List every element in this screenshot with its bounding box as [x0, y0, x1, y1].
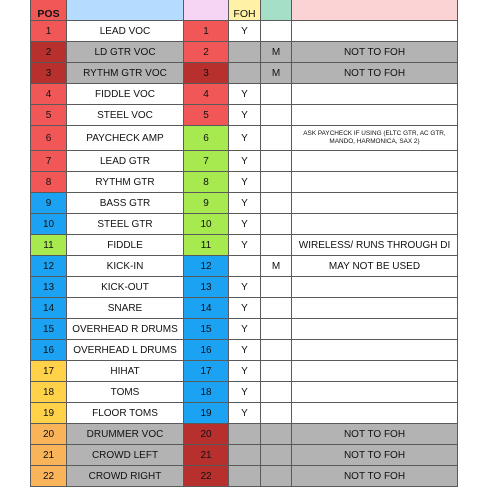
- row-foh: Y: [229, 319, 261, 340]
- row-channel: 12: [184, 256, 229, 277]
- row-channel: 13: [184, 277, 229, 298]
- row-channel: 19: [184, 403, 229, 424]
- row-foh: [229, 445, 261, 466]
- row-channel: 18: [184, 382, 229, 403]
- row-position: 12: [31, 256, 67, 277]
- row-input-name: TOMS: [67, 382, 184, 403]
- row-mon: [261, 21, 292, 42]
- row-foh: [229, 256, 261, 277]
- row-foh: Y: [229, 193, 261, 214]
- row-channel: 1: [184, 21, 229, 42]
- row-foh: Y: [229, 21, 261, 42]
- row-channel: 17: [184, 361, 229, 382]
- row-input-name: FIDDLE: [67, 235, 184, 256]
- row-position: 5: [31, 105, 67, 126]
- row-mon: [261, 403, 292, 424]
- row-channel: 11: [184, 235, 229, 256]
- table-row: [31, 424, 458, 445]
- table-row: [31, 151, 458, 172]
- row-notes: NOT TO FOH: [292, 466, 458, 487]
- row-mon: [261, 361, 292, 382]
- table-row: [31, 214, 458, 235]
- row-notes: [292, 361, 458, 382]
- row-mon: [261, 126, 292, 151]
- row-channel: 15: [184, 319, 229, 340]
- row-notes: [292, 277, 458, 298]
- row-foh: Y: [229, 403, 261, 424]
- row-input-name: SNARE: [67, 298, 184, 319]
- header-foh: FOH: [229, 0, 261, 21]
- row-input-name: CROWD LEFT: [67, 445, 184, 466]
- row-notes: ASK PAYCHECK IF USING (ELTC GTR, AC GTR, MANDO, HARMONICA, SAX 2): [292, 126, 458, 151]
- table-row: [31, 382, 458, 403]
- row-input-name: LEAD GTR: [67, 151, 184, 172]
- row-position: 6: [31, 126, 67, 151]
- row-channel: 16: [184, 340, 229, 361]
- row-notes: NOT TO FOH: [292, 42, 458, 63]
- row-notes: [292, 382, 458, 403]
- input-list-table: [30, 0, 458, 487]
- row-position: 13: [31, 277, 67, 298]
- row-channel: 3: [184, 63, 229, 84]
- row-notes: WIRELESS/ RUNS THROUGH DI: [292, 235, 458, 256]
- row-foh: Y: [229, 126, 261, 151]
- row-notes: [292, 214, 458, 235]
- row-position: 15: [31, 319, 67, 340]
- row-mon: [261, 172, 292, 193]
- row-channel: 9: [184, 193, 229, 214]
- row-foh: Y: [229, 172, 261, 193]
- row-mon: M: [261, 256, 292, 277]
- row-position: 22: [31, 466, 67, 487]
- row-position: 1: [31, 21, 67, 42]
- table-row: [31, 21, 458, 42]
- row-position: 9: [31, 193, 67, 214]
- row-channel: 2: [184, 42, 229, 63]
- table-row: [31, 277, 458, 298]
- row-mon: [261, 298, 292, 319]
- row-position: 4: [31, 84, 67, 105]
- row-foh: Y: [229, 214, 261, 235]
- row-mon: [261, 340, 292, 361]
- table-row: [31, 403, 458, 424]
- row-input-name: OVERHEAD R DRUMS: [67, 319, 184, 340]
- row-mon: [261, 445, 292, 466]
- row-channel: 5: [184, 105, 229, 126]
- row-notes: [292, 105, 458, 126]
- row-foh: Y: [229, 298, 261, 319]
- header-channel: [184, 0, 229, 21]
- row-mon: M: [261, 63, 292, 84]
- table-row: [31, 445, 458, 466]
- row-position: 2: [31, 42, 67, 63]
- row-mon: [261, 277, 292, 298]
- row-channel: 4: [184, 84, 229, 105]
- row-position: 17: [31, 361, 67, 382]
- row-channel: 21: [184, 445, 229, 466]
- row-mon: M: [261, 42, 292, 63]
- row-notes: NOT TO FOH: [292, 445, 458, 466]
- row-notes: [292, 319, 458, 340]
- row-mon: [261, 466, 292, 487]
- row-position: 11: [31, 235, 67, 256]
- row-position: 14: [31, 298, 67, 319]
- header-mon: [261, 0, 292, 21]
- row-notes: NOT TO FOH: [292, 424, 458, 445]
- row-channel: 14: [184, 298, 229, 319]
- row-position: 10: [31, 214, 67, 235]
- row-mon: [261, 214, 292, 235]
- row-channel: 20: [184, 424, 229, 445]
- header-notes: [292, 0, 458, 21]
- row-mon: [261, 105, 292, 126]
- row-foh: Y: [229, 84, 261, 105]
- row-input-name: HIHAT: [67, 361, 184, 382]
- row-foh: [229, 63, 261, 84]
- row-position: 19: [31, 403, 67, 424]
- row-input-name: DRUMMER VOC: [67, 424, 184, 445]
- row-foh: [229, 42, 261, 63]
- row-foh: Y: [229, 105, 261, 126]
- row-notes: [292, 21, 458, 42]
- table-row: [31, 235, 458, 256]
- row-input-name: LEAD VOC: [67, 21, 184, 42]
- row-channel: 10: [184, 214, 229, 235]
- row-channel: 6: [184, 126, 229, 151]
- row-input-name: KICK-IN: [67, 256, 184, 277]
- row-notes: [292, 193, 458, 214]
- row-input-name: RYTHM GTR: [67, 172, 184, 193]
- row-channel: 8: [184, 172, 229, 193]
- row-position: 21: [31, 445, 67, 466]
- table-row: [31, 361, 458, 382]
- row-position: 7: [31, 151, 67, 172]
- table-row: [31, 126, 458, 151]
- table-row: [31, 42, 458, 63]
- row-foh: Y: [229, 361, 261, 382]
- row-input-name: STEEL GTR: [67, 214, 184, 235]
- row-mon: [261, 319, 292, 340]
- table-row: [31, 298, 458, 319]
- row-notes: [292, 298, 458, 319]
- row-mon: [261, 235, 292, 256]
- row-foh: Y: [229, 277, 261, 298]
- table-row: [31, 84, 458, 105]
- row-notes: [292, 403, 458, 424]
- row-channel: 7: [184, 151, 229, 172]
- row-notes: [292, 84, 458, 105]
- row-foh: Y: [229, 151, 261, 172]
- row-mon: [261, 382, 292, 403]
- row-foh: [229, 466, 261, 487]
- table-row: [31, 193, 458, 214]
- row-notes: [292, 340, 458, 361]
- row-foh: Y: [229, 235, 261, 256]
- table-row: [31, 172, 458, 193]
- table-row: [31, 256, 458, 277]
- table-row: [31, 340, 458, 361]
- row-position: 8: [31, 172, 67, 193]
- row-notes: MAY NOT BE USED: [292, 256, 458, 277]
- table-row: [31, 319, 458, 340]
- row-mon: [261, 84, 292, 105]
- row-foh: Y: [229, 340, 261, 361]
- row-foh: Y: [229, 382, 261, 403]
- row-mon: [261, 151, 292, 172]
- row-input-name: OVERHEAD L DRUMS: [67, 340, 184, 361]
- row-foh: [229, 424, 261, 445]
- row-input-name: LD GTR VOC: [67, 42, 184, 63]
- row-position: 16: [31, 340, 67, 361]
- row-mon: [261, 424, 292, 445]
- row-position: 20: [31, 424, 67, 445]
- row-input-name: RYTHM GTR VOC: [67, 63, 184, 84]
- row-input-name: BASS GTR: [67, 193, 184, 214]
- row-notes: [292, 172, 458, 193]
- row-notes: NOT TO FOH: [292, 63, 458, 84]
- row-channel: 22: [184, 466, 229, 487]
- row-position: 3: [31, 63, 67, 84]
- header-row: [31, 0, 458, 21]
- row-input-name: CROWD RIGHT: [67, 466, 184, 487]
- row-position: 18: [31, 382, 67, 403]
- row-input-name: KICK-OUT: [67, 277, 184, 298]
- table-row: [31, 63, 458, 84]
- table-row: [31, 466, 458, 487]
- row-mon: [261, 193, 292, 214]
- row-input-name: PAYCHECK AMP: [67, 126, 184, 151]
- row-input-name: FLOOR TOMS: [67, 403, 184, 424]
- header-pos: POS: [31, 0, 67, 21]
- row-notes: [292, 151, 458, 172]
- row-input-name: STEEL VOC: [67, 105, 184, 126]
- table-row: [31, 105, 458, 126]
- row-input-name: FIDDLE VOC: [67, 84, 184, 105]
- header-name: [67, 0, 184, 21]
